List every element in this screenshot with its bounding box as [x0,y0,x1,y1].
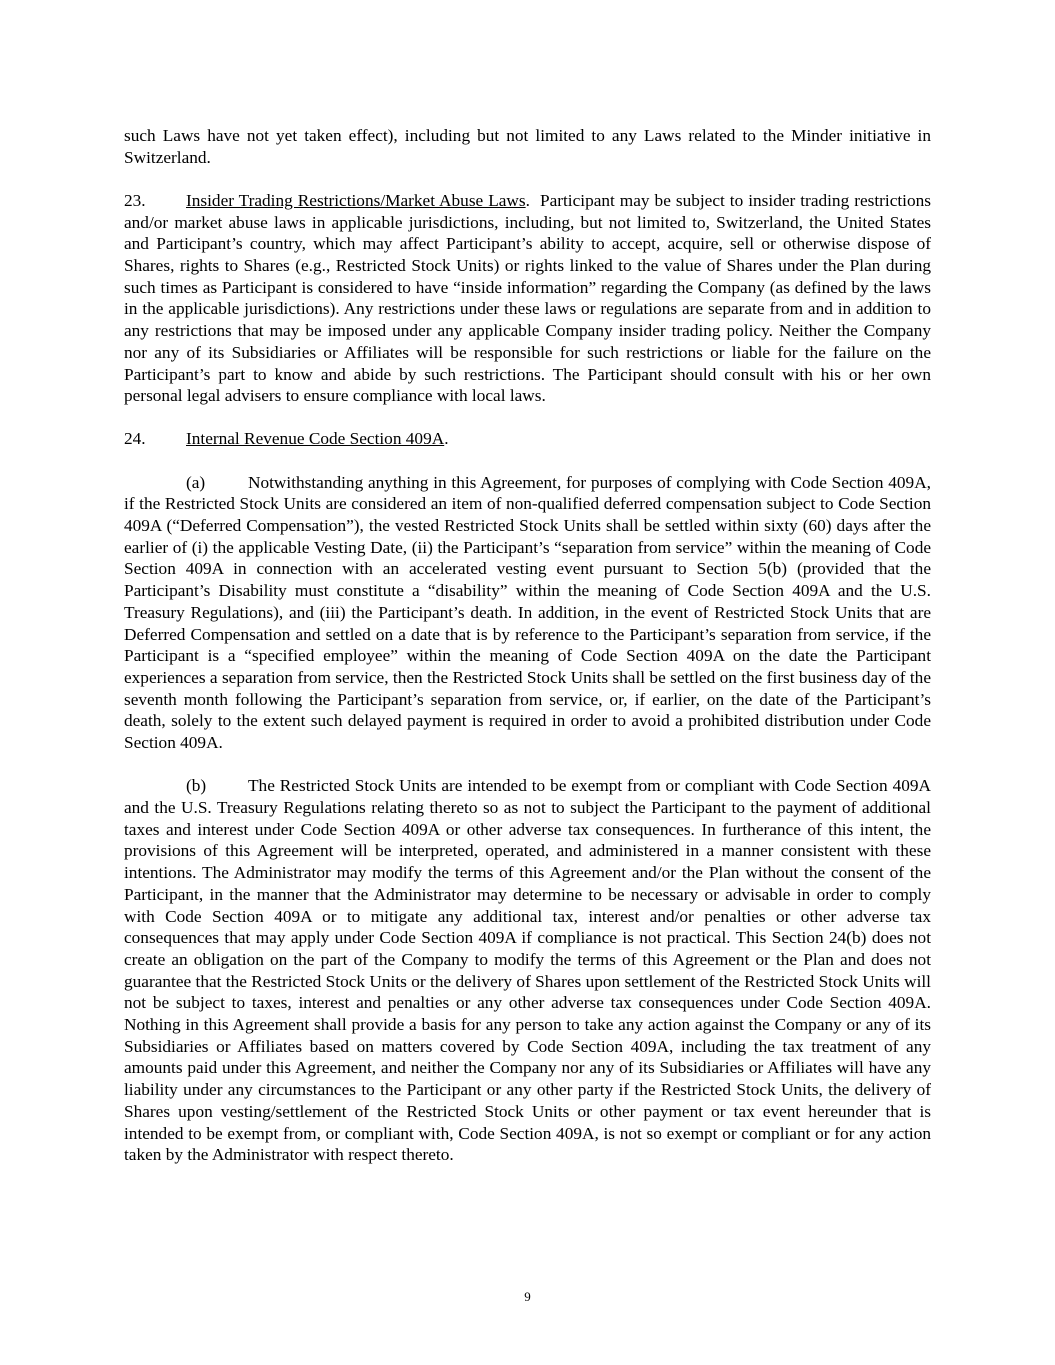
continuation-text: such Laws have not yet taken effect), including but not limited to any Laws related to the Minder initiative in Switzerland. [124,126,931,167]
section-23-heading-period: . [525,190,530,210]
section-23 [124,190,931,407]
page-number: 9 [524,1289,531,1304]
section-24-heading-line [124,428,931,450]
document-body [124,125,931,1166]
section-24-b-body: The Restricted Stock Units are intended to be exempt from or compliant with Code Section 409A and the U.S. Treasury Regulations relating thereto so as not to subject the Participant to the payment of additional taxes and interest under Code Section 409A or other adverse tax consequences. In furtherance of this intent, the provisions of this Agreement will be interpreted, operated, and administered in a manner consistent with these intentions. The Administrator may modify the terms of this Agreement and/or the Plan without the consent of the Participant, in the manner that the Administrator may determine to be necessary or advisable in order to comply with Code Section 409A or to mitigate any additional tax, interest and/or penalties or other adverse tax consequences that may apply under Code Section 409A if compliance is not practical. This Section 24(b) does not create an obligation on the part of the Company to modify the terms of this Agreement or the Plan and does not guarantee that the Restricted Stock Units or the delivery of Shares upon settlement of the Restricted Stock Units will not be subject to taxes, interest and penalties or any other adverse tax consequences under Code Section 409A. Nothing in this Agreement shall provide a basis for any person to take any action against the Company or any of its Subsidiaries or Affiliates based on matters covered by Code Section 409A, including the tax treatment of any amounts paid under this Agreement, and neither the Company nor any of its Subsidiaries or Affiliates will have any liability under any circumstances to the Participant or any other party if the Restricted Stock Units, the delivery of Shares upon vesting/settlement of the Restricted Stock Units or other payment or tax event hereunder that is intended to be exempt from, or compliant with, Code Section 409A, is not so exempt or compliant or for any action taken by the Administrator with respect thereto. [124,776,931,1165]
section-24-heading: Internal Revenue Code Section 409A [186,429,445,449]
section-24-a [124,472,931,754]
section-23-heading: Insider Trading Restrictions/Market Abuse Laws [186,190,526,210]
section-24-b [124,775,931,1166]
section-24-b-label: (b) [186,776,207,796]
section-24-heading-period: . [444,429,449,449]
section-24-a-label: (a) [186,472,206,492]
section-23-body: Participant may be subject to insider trading restrictions and/or market abuse laws in applicable jurisdictions, including, but not limited to, Switzerland, the United States and Participant’s country, which may affect Participant’s ability to accept, acquire, sell or otherwise dispose of Shares, rights to Shares (e.g., Restricted Stock Units) or rights linked to the value of Shares under the Plan during such times as Participant is considered to have “inside information” regarding the Company (as defined by the laws in the applicable jurisdictions). Any restrictions under these laws or regulations are separate from and in addition to any restrictions that may be imposed under any applicable Company insider trading policy. Neither the Company nor any of its Subsidiaries or Affiliates will be responsible for such restrictions or liable for the failure on the Participant’s part to know and abide by such restrictions. The Participant should consult with his or her own personal legal advisers to ensure compliance with local laws. [124,190,931,406]
section-24-number: 24. [124,429,146,449]
continuation-paragraph [124,125,931,168]
section-23-number: 23. [124,190,146,210]
section-24-a-body: Notwithstanding anything in this Agreement, for purposes of complying with Code Section 409A, if the Restricted Stock Units are considered an item of non-qualified deferred compensation subject to Code Section 409A (“Deferred Compensation”), the vested Restricted Stock Units shall be settled within sixty (60) days after the earlier of (i) the applicable Vesting Date, (ii) the Participant’s “separation from service” within the meaning of Code Section 409A in connection with an accelerated vesting event pursuant to Section 5(b) (provided that the Participant’s Disability must constitute a “disability” within the meaning of Code Section 409A and the U.S. Treasury Regulations), and (iii) the Participant’s death. In addition, in the event of Restricted Stock Units that are Deferred Compensation and settled on a date that is by reference to the Participant’s separation from service, if the Participant is a “specified employee” within the meaning of Code Section 409A on the date the Participant experiences a separation from service, then the Restricted Stock Units shall be settled on the first business day of the seventh month following the Participant’s separation from service, or, if earlier, on the date of the Participant’s death, solely to the extent such delayed payment is required in order to avoid a prohibited distribution under Code Section 409A. [124,472,931,753]
